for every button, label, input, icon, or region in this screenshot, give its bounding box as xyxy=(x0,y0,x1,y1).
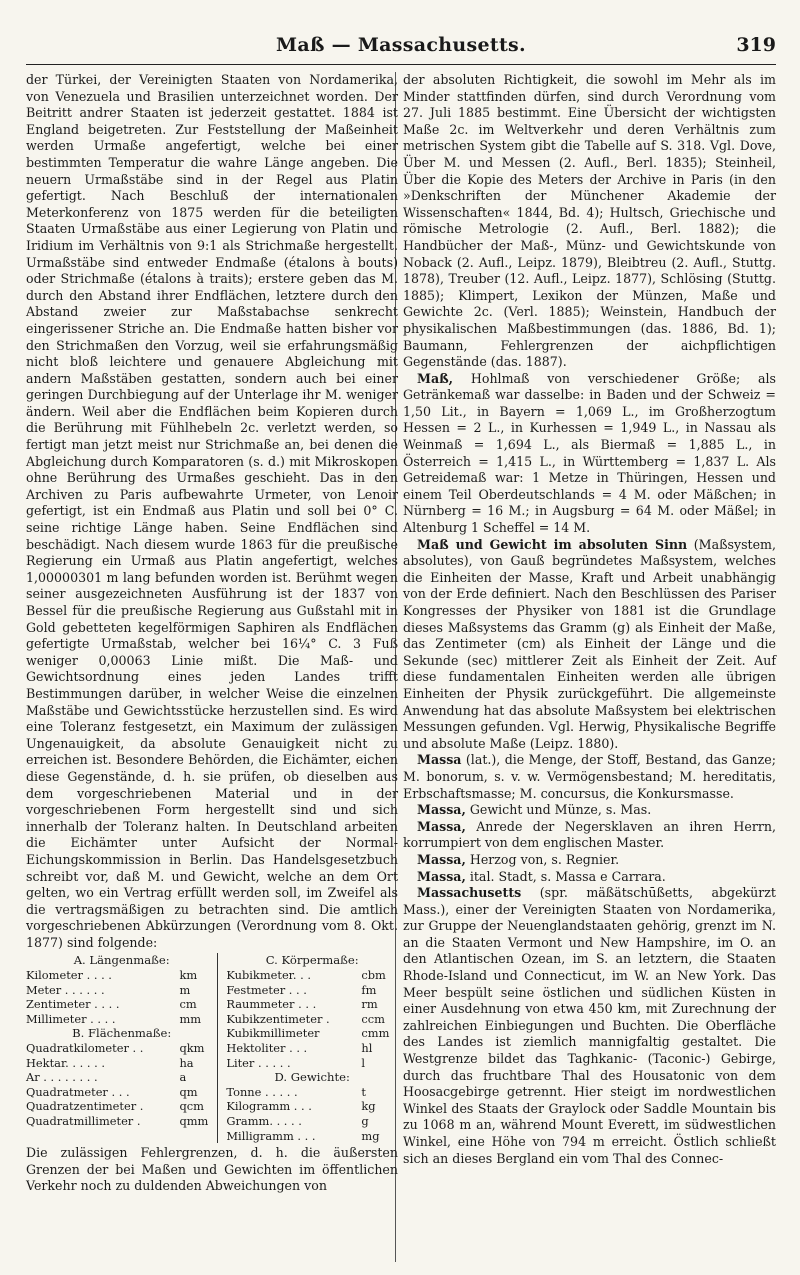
unit-abbr: qkm xyxy=(179,1041,205,1056)
unit-abbr: cmm xyxy=(361,1026,390,1041)
body-paragraph: der Türkei, der Vereinigten Staaten von Nordamerika, von Venezuela und Brasilien unterzeichnet worden. Der Beitritt andrer Staaten ist jederzeit gestattet. 1884 ist England beigetreten. Zur Feststellung der Maßeinheit werden Urmaße angefertigt, welche bei einer bestimmten Temperatur die wahre Länge angeben. Die neuern Urmaßstäbe sind in der Regel aus Platin gefertigt. Nach Beschluß der internationalen Meterkonferenz von 1875 werden für die beteiligten Staaten Urmaßstäbe aus einer Legierung von Platin und Iridium im Verhältnis von 9:1 als Strichmaße hergestellt. Urmaßstäbe sind entweder Endmaße (étalons à bouts) oder Strichmaße (étalons à traits); erstere geben das M. durch den Abstand ihrer Endflächen, letztere durch den Abstand zweier zur Maßstabachse senkrecht eingerissener Striche an. Die Endmaße hatten bisher vor den Strichmaßen den Vorzug, weil sie erfahrungsmäßig nicht bloß leichtere und genauere Abgleichung mit andern Maßstäben gestatten, sondern auch bei einer geringen Durchbiegung auf der Unterlage ihr M. weniger ändern. Weil aber die Endflächen beim Kopieren durch die Berührung mit Fühlhebeln 2c. verletzt werden, so fertigt man jetzt meist nur Strichmaße an, bei denen die Abgleichung durch Komparatoren (s. d.) mit Mikroskopen ohne Berührung des Urmaßes geschieht. Das in den Archiven zu Paris aufbewahrte Urmeter, von Lenoir gefertigt, ist ein Endmaß aus Platin und soll bei 0° C. seine richtige Länge haben. Seine Endflächen sind beschädigt. Nach diesem wurde 1863 für die preußische Regierung ein Urmaß aus Platin angefertigt, welches 1,00000301 m lang befunden worden ist. Berühmt wegen seiner ausgezeichneten Ausführung ist der 1837 von Bessel für die preußische Regierung aus Gußstahl mit in Gold gebetteten kegelförmigen Saphiren als Endflächen gefertigte Urmaßstab, welcher bei 16¼° C. 3 Fuß weniger 0,00063 Linie mißt. Die Maß- und Gewichtsordnung eines jeden Landes trifft Bestimmungen darüber, in welcher Weise die einzelnen Maßstäbe und Gewichtsstücke herzustellen sind. Es wird eine Toleranz festgesetzt, ein Maximum der zulässigen Ungenauigkeit, da absolute Genauigkeit nicht zu erreichen ist. Besondere Behörden, die Eichämter, eichen diese Gegenstände, d. h. sie prüfen, ob dieselben aus dem vorgeschriebenen Material und in der vorgeschriebenen Form hergestellt sind und sich innerhalb der Toleranz halten. In Deutschland arbeiten die Eichämter unter Aufsicht der Normal-Eichungskommission in Berlin. Das Handelsgesetzbuch schreibt vor, daß M. und Gewicht, welche an dem Ort gelten, wo ein Vertrag erfüllt werden soll, im Zweifel als die vertragsmäßigen zu betrachten sind. Die amtlich vorgeschriebenen Abkürzungen (Verordnung vom 8. Okt. 1877) sind folgende: xyxy=(26,72,398,950)
entry-headword: Massa, xyxy=(417,818,466,834)
unit-abbr: cbm xyxy=(361,968,386,983)
entry-massa-stadt xyxy=(403,869,776,886)
entry-headword: Massa, xyxy=(417,868,466,884)
entry-headword: Massa xyxy=(417,752,462,768)
abbreviation-table xyxy=(26,953,398,1143)
entry-massa-herzog xyxy=(403,852,776,869)
body-paragraph: der absoluten Richtigkeit, die sowohl im Mehr als im Minder stattfinden dürfen, sind durch Verordnung vom 27. Juli 1885 bestimmt. Eine Übersicht der wichtigsten Maße 2c. im Weltverkehr und deren Verhältnis zum metrischen System gibt die Tabelle auf S. 318. Vgl. Dove, Über M. und Messen (2. Aufl., Berl. 1835); Steinheil, Über die Kopie des Meters der Archive in Paris (in den »Denkschriften der Münchener Akademie der Wissenschaften« 1844, Bd. 4); Hultsch, Griechische und römische Metrologie (2. Aufl., Berl. 1882); die Handbücher der Maß-, Münz- und Gewichtskunde von Noback (2. Aufl., Leipz. 1879), Bleibtreu (2. Aufl., Stuttg. 1878), Treuber (12. Aufl., Leipz. 1877), Schlösing (Stuttg. 1885); Klimpert, Lexikon der Münzen, Maße und Gewichte 2c. (Verl. 1885); Weinstein, Handbuch der physikalischen Maßbestimmungen (das. 1886, Bd. 1); Baumann, Fehlergrenzen der aichpflichtigen Gegenstände (das. 1887). xyxy=(403,72,776,370)
unit-abbr: qmm xyxy=(179,1114,209,1128)
entry-text: Hohlmaß von verschiedener Größe; als Getränkemaß war dasselbe: in Baden und der Schweiz = 1,50 Lit., in Bayern = 1,069 L., im Großherzogtum Hessen = 2 L., in Kurhessen = 1,949 L., in Nassau als Weinmaß = 1,694 L., als Biermaß = 1,885 L., in Österreich = 1,415 L., in Württemberg = 1,837 L. Als Getreidemaß war: 1 Metze in Thüringen, Hessen und einem Teil Oberdeutschlands = 4 M. oder Mäßchen; in Nürnberg = 16 M.; in Augsburg = 64 M. oder Mäßel; in Altenburg 1 Scheffel = 14 M. xyxy=(403,370,777,536)
entry-massa-gewicht xyxy=(403,802,776,819)
unit-name: Zentimeter . . . . xyxy=(26,997,120,1012)
group-heading: A. Längenmaße: xyxy=(73,953,170,968)
unit-abbr: ccm xyxy=(361,1011,385,1026)
unit-abbr: km xyxy=(179,968,198,983)
unit-abbr: qm xyxy=(179,1084,198,1099)
unit-name: Kubikzentimeter . xyxy=(226,1011,330,1026)
entry-text: ital. Stadt, s. Massa e Carrara. xyxy=(469,868,666,884)
unit-abbr: hl xyxy=(361,1041,373,1056)
entry-headword: Maß, xyxy=(417,370,454,386)
entry-text: (lat.), die Menge, der Stoff, Bestand, das Ganze; M. bonorum, s. v. w. Vermögensbestand; M. hereditatis, Erbschaftsmasse; M. concursus, die Konkursmasse. xyxy=(403,752,776,801)
unit-name: Quadratkilometer . . xyxy=(26,1041,144,1056)
unit-abbr: cm xyxy=(179,997,197,1012)
entry-text: Gewicht und Münze, s. Mas. xyxy=(469,802,652,818)
unit-abbr: mm xyxy=(179,1011,202,1026)
unit-abbr: kg xyxy=(361,1099,376,1114)
unit-abbr: mg xyxy=(361,1128,380,1143)
unit-name: Festmeter . . . xyxy=(226,982,307,997)
unit-abbr: fm xyxy=(361,982,377,997)
entry-massachusetts xyxy=(403,885,776,1167)
entry-massa-anrede xyxy=(403,819,776,852)
unit-abbr: m xyxy=(179,982,191,997)
running-title: Maß — Massachusetts. xyxy=(276,34,526,56)
unit-name: Meter . . . . . . xyxy=(26,982,105,997)
entry-mass xyxy=(403,371,776,537)
entry-text: Anrede der Negersklaven an ihren Herrn, korrumpiert von dem englischen Master. xyxy=(403,818,776,851)
body-paragraph: Die zulässigen Fehlergrenzen, d. h. die äußersten Grenzen der bei Maßen und Gewichten im öffentlichen Verkehr noch zu duldenden Abweichungen von xyxy=(26,1145,398,1194)
entry-headword: Massachusetts xyxy=(417,885,522,901)
entry-text: (spr. mäßätschūßetts, abgekürzt Mass.), einer der Vereinigten Staaten von Nordamerika, zur Gruppe der Neuenglandstaaten gehörig, grenzt im N. an die Staaten Vermont und New Hampshire, im O. an den Atlantischen Ozean, im S. an letztern, die Staaten Rhode-Island und Connecticut, im W. an New York. Das Meer bespült seine östlichen und südlichen Küsten in einer Ausdehnung von etwa 450 km, mit Zurechnung der zahlreichen Einbiegungen und Buchten. Die Oberfläche des Landes ist ziemlich mannigfaltig gestaltet. Die Westgrenze bildet das Taghkanic- (Taconic-) Gebirge, durch das fruchtbare Thal des Housatonic von dem Hoosacgebirge getrennt. Hier steigt im nordwestlichen Winkel des Staats der Graylock oder Saddle Mountain bis zu 1068 m an, während Mount Everett, im südwestlichen Winkel, eine Höhe von 794 m erreicht. Östlich schließt sich an dieses Bergland ein vom Thal des Connec- xyxy=(403,885,776,1166)
unit-name: Kilogramm . . . xyxy=(226,1099,312,1114)
unit-name: Quadratmeter . . . xyxy=(26,1084,130,1099)
unit-name: Millimeter . . . . xyxy=(26,1011,116,1026)
page-number: 319 xyxy=(736,34,776,56)
unit-name: Hektar. . . . . . xyxy=(26,1055,105,1070)
left-column xyxy=(26,72,398,1195)
unit-name: Gramm. . . . . xyxy=(226,1114,302,1128)
unit-name: Milligramm . . . xyxy=(226,1128,316,1143)
unit-name: Hektoliter . . . xyxy=(226,1041,308,1056)
unit-name: Kubikmeter. . . xyxy=(226,968,311,983)
unit-abbr: t xyxy=(361,1084,366,1099)
unit-abbr: g xyxy=(361,1114,369,1128)
group-heading: C. Körpermaße: xyxy=(265,953,359,968)
unit-name: Kilometer . . . . xyxy=(26,968,112,983)
entry-headword: Massa, xyxy=(417,851,466,867)
entry-massa-lat xyxy=(403,752,776,802)
entry-text: (Maßsystem, absolutes), von Gauß begründetes Maßsystem, welches die Einheiten der Masse, Kraft und Arbeit unabhängig von der Erde definiert. Nach den Beschlüssen des Pariser Kongresses der Physiker von 1881 ist die Grundlage dieses Maßsystems das Gramm (g) als Einheit der Maße, das Zentimeter (cm) als Einheit der Länge und die Sekunde (sec) mittlerer Zeit als Einheit der Zeit. Auf diese fundamentalen Einheiten werden alle übrigen Einheiten der Physik zurückgeführt. Die allgemeinste Anwendung hat das absolute Maßsystem bei elektrischen Messungen gefunden. Vgl. Herwig, Physikalische Begriffe und absolute Maße (Leipz. 1880). xyxy=(403,536,776,751)
unit-name: Quadratmillimeter . xyxy=(26,1114,141,1128)
unit-name: Quadratzentimeter . xyxy=(26,1099,144,1114)
unit-abbr: l xyxy=(361,1055,366,1070)
page-header xyxy=(26,30,776,65)
entry-text: Herzog von, s. Regnier. xyxy=(469,851,620,867)
group-heading: B. Flächenmaße: xyxy=(72,1026,172,1041)
unit-name: Raummeter . . . xyxy=(226,997,317,1012)
entry-headword: Massa, xyxy=(417,802,466,818)
unit-abbr: ha xyxy=(179,1055,194,1070)
entry-mass-gewicht xyxy=(403,537,776,753)
unit-abbr: qcm xyxy=(179,1099,204,1114)
unit-abbr: a xyxy=(179,1070,187,1085)
unit-name: Tonne . . . . . xyxy=(226,1084,298,1099)
unit-name: Kubikmillimeter xyxy=(226,1026,320,1041)
entry-headword: Maß und Gewicht im absoluten Sinn xyxy=(417,536,688,552)
unit-name: Ar . . . . . . . . xyxy=(26,1070,98,1085)
group-heading: D. Gewichte: xyxy=(274,1070,350,1085)
unit-abbr: rm xyxy=(361,997,378,1012)
right-column xyxy=(403,72,776,1167)
unit-name: Liter . . . . . xyxy=(226,1055,291,1070)
